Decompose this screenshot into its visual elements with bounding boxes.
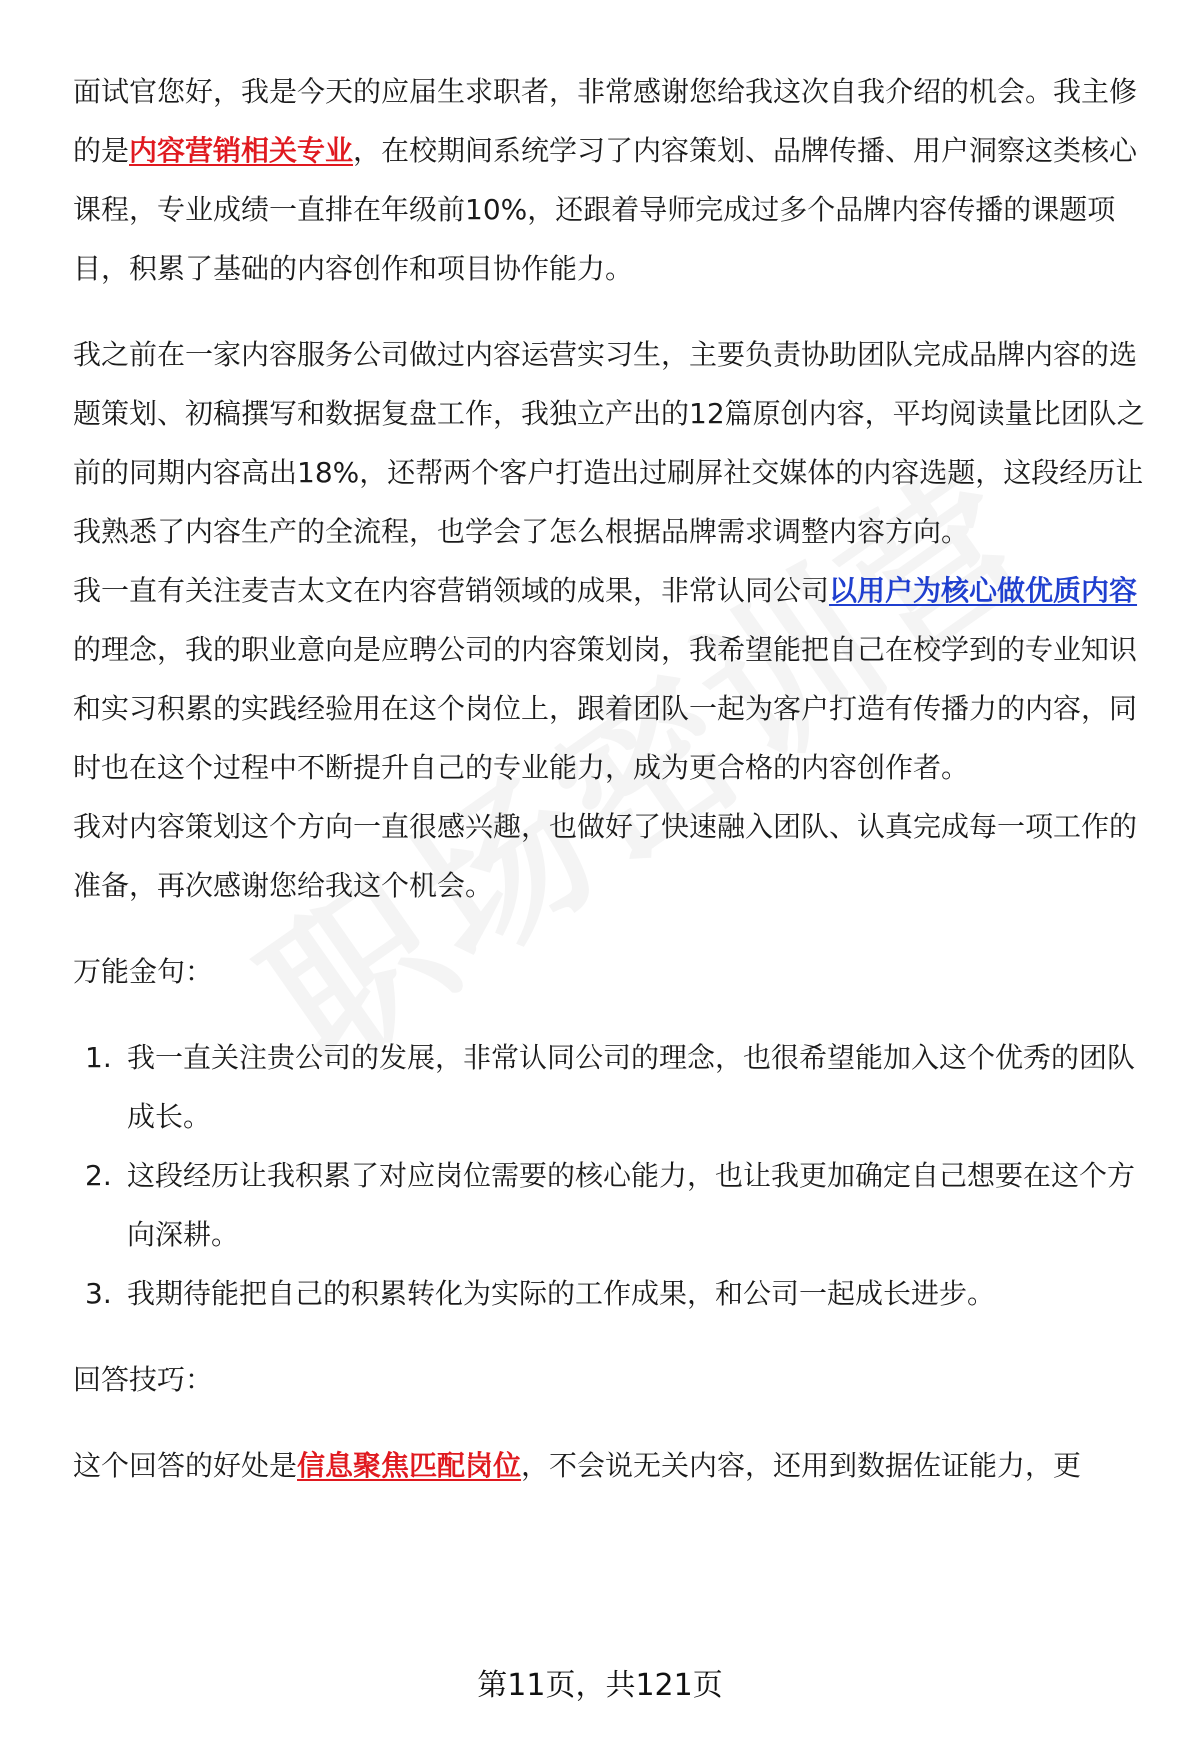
list-item-text: 这段经历让我积累了对应岗位需要的核心能力，也让我更加确定自己想要在这个方向深耕。: [127, 1159, 1136, 1251]
closing-paragraph: 我对内容策划这个方向一直很感兴趣，也做好了快速融入团队、认真完成每一项工作的准备，再次感谢您给我这个机会。: [73, 810, 1138, 902]
intro-text-start: 面试官您好，我是今天的应届生求职者，非常感谢您给我这次自我介绍的机会。我主修的是: [73, 75, 1138, 167]
tips-paragraph: [73, 1436, 1153, 1495]
tips-text-end: ，不会说无关内容，还用到数据佐证能力，更: [521, 1449, 1082, 1482]
list-item: [73, 1028, 1153, 1146]
golden-phrases-list: [73, 1028, 1153, 1323]
list-number: 3.: [85, 1277, 112, 1310]
internship-paragraph: 我之前在一家内容服务公司做过内容运营实习生，主要负责协助团队完成品牌内容的选题策划、初稿撰写和数据复盘工作，我独立产出的12篇原创内容，平均阅读量比团队之前的同期内容高出18%，还帮两个客户打造出过刷屏社交媒体的内容选题，这段经历让我熟悉了内容生产的全流程，也学会了怎么根据品牌需求调整内容方向。: [73, 338, 1145, 548]
list-item: [73, 1146, 1153, 1264]
list-number: 1.: [85, 1041, 112, 1074]
paragraph-spacer: [73, 915, 1153, 942]
philosophy-highlight: 以用户为核心做优质内容: [829, 574, 1138, 607]
document-body: [73, 62, 1153, 1495]
list-item: [73, 1264, 1153, 1323]
intro-paragraph: [73, 62, 1153, 298]
golden-phrases-heading: 万能金句：: [73, 955, 214, 988]
list-item-text: 我期待能把自己的积累转化为实际的工作成果，和公司一起成长进步。: [127, 1277, 996, 1310]
list-number: 2.: [85, 1159, 112, 1192]
paragraph-spacer: [73, 298, 1153, 325]
page-number: 第11页，共121页: [477, 1668, 723, 1703]
paragraph-spacer: [73, 1001, 1153, 1028]
list-item-text: 我一直关注贵公司的发展，非常认同公司的理念，也很希望能加入这个优秀的团队成长。: [127, 1041, 1136, 1133]
paragraph-spacer: [73, 1409, 1153, 1436]
focus-highlight: 信息聚焦匹配岗位: [297, 1449, 522, 1482]
company-paragraph: [73, 561, 1153, 797]
tips-text-start: 这个回答的好处是: [73, 1449, 298, 1482]
paragraph-spacer: [73, 1323, 1153, 1350]
intro-text-end: ，在校期间系统学习了内容策划、品牌传播、用户洞察这类核心课程，专业成绩一直排在年级前10%，还跟着导师完成过多个品牌内容传播的课题项目，积累了基础的内容创作和项目协作能力。: [73, 134, 1138, 285]
tips-heading: 回答技巧：: [73, 1363, 214, 1396]
company-text-start: 我一直有关注麦吉太文在内容营销领域的成果，非常认同公司: [73, 574, 830, 607]
company-text-end: 的理念，我的职业意向是应聘公司的内容策划岗，我希望能把自己在校学到的专业知识和实习积累的实践经验用在这个岗位上，跟着团队一起为客户打造有传播力的内容，同时也在这个过程中不断提升自己的专业能力，成为更合格的内容创作者。: [73, 633, 1138, 784]
major-highlight: 内容营销相关专业: [129, 134, 354, 167]
